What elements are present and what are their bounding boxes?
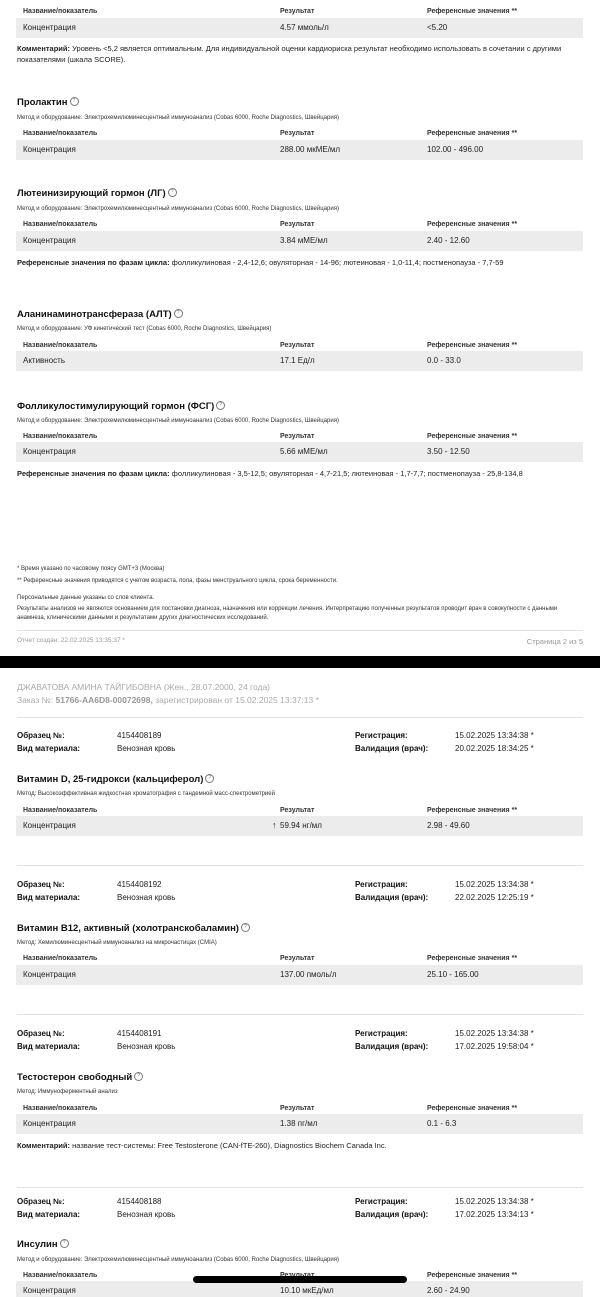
row-ref: 0.1 - 6.3 <box>427 1119 457 1128</box>
sample-label: Образец №: <box>17 880 65 889</box>
test-title-vitamin-d: Витамин D, 25-гидрокси (кальциферол) ? <box>17 774 214 785</box>
col-header-name: Название/показатель <box>23 807 98 814</box>
registration-value: 15.02.2025 13:34:38 * <box>455 880 534 889</box>
test-title-fsh: Фолликулостимулирующий гормон (ФСГ) ? <box>17 401 225 412</box>
material-label: Вид материала: <box>17 1210 81 1219</box>
row-result: 17.1 Ед/л <box>280 356 315 365</box>
test-title-prolactin: Пролактин ? <box>17 97 79 108</box>
col-header-name: Название/показатель <box>23 955 98 962</box>
material-label: Вид материала: <box>17 1042 81 1051</box>
test-title-alt: Аланинаминотрансфераза (АЛТ) ? <box>17 309 183 320</box>
col-header-ref: Референсные значения ** <box>427 955 518 962</box>
col-header-ref: Референсные значения ** <box>427 1272 518 1279</box>
material-value: Венозная кровь <box>117 1210 176 1219</box>
row-name: Концентрация <box>23 236 76 245</box>
row-ref: 102.00 - 496.00 <box>427 145 484 154</box>
material-label: Вид материала: <box>17 893 81 902</box>
test-method: Метод: Хемилюминесцентный иммуноанализ на микрочастицах (CMIA) <box>17 940 217 946</box>
comment: Комментарий: Уровень <5,2 является оптимальным. Для индивидуальной оценки кардиориска результат необходимо использовать в сочетании с другими показателями (шкала SCORE). <box>17 44 562 64</box>
info-icon[interactable]: ? <box>241 923 250 932</box>
sample-label: Образец №: <box>17 731 65 740</box>
col-header-name: Название/показатель <box>23 221 98 228</box>
col-header-name: Название/показатель <box>23 342 98 349</box>
registration-label: Регистрация: <box>355 1029 408 1038</box>
sample-number: 4154408188 <box>117 1197 162 1206</box>
comment: Комментарий: название тест-системы: Free Testosterone (CAN-fTE-260), Diagnostics Biochem Canada Inc. <box>17 1141 387 1150</box>
col-header-ref: Референсные значения ** <box>427 433 518 440</box>
row-result: 1.38 пг/мл <box>280 1119 318 1128</box>
row-result: 288.00 мкМЕ/мл <box>280 145 341 154</box>
col-header-ref: Референсные значения ** <box>427 342 518 349</box>
row-name: Концентрация <box>23 447 76 456</box>
validation-label: Валидация (врач): <box>355 744 429 753</box>
validation-label: Валидация (врач): <box>355 1042 429 1051</box>
test-method: Метод: Высокоэффективная жидкостная хроматография с тандемной масс-спектрометрией <box>17 791 275 797</box>
col-header-name: Название/показатель <box>23 433 98 440</box>
info-icon[interactable]: ? <box>134 1072 143 1081</box>
col-header-result: Результат <box>280 433 315 440</box>
footnote-disclaimer: Результаты анализов не являются основанием для постановки диагноза, назначения или коррекции лечения. Интерпретацию полученных результатов проводит врач в совокупности с данными анамнеза, клиническими данными и результатами других диагностических исследований. <box>17 606 558 621</box>
info-icon[interactable]: ? <box>60 1239 69 1248</box>
divider <box>17 1187 583 1188</box>
row-ref: 25.10 - 165.00 <box>427 970 479 979</box>
validation-value: 22.02.2025 12:25:19 * <box>455 893 534 902</box>
row-ref: 2.60 - 24.90 <box>427 1286 470 1295</box>
order-info: Заказ №: 51766-AA6D8-00072698, зарегистрирован от 15.02.2025 13:37:13 * <box>17 695 319 705</box>
row-name: Концентрация <box>23 145 76 154</box>
test-method: Метод и оборудование: УФ кинетический тест (Cobas 6000, Roche Diagnostics, Швейцария) <box>17 326 272 332</box>
info-icon[interactable]: ? <box>216 401 225 410</box>
registration-label: Регистрация: <box>355 731 408 740</box>
row-ref: 2.98 - 49.60 <box>427 821 470 830</box>
sample-number: 4154408191 <box>117 1029 162 1038</box>
col-header-result: Результат <box>280 955 315 962</box>
test-method: Метод и оборудование: Электрохемилюминесцентный иммуноанализ (Cobas 6000, Roche Diagnostics, Швейцария) <box>17 1257 339 1263</box>
info-icon[interactable]: ? <box>70 97 79 106</box>
row-name: Активность <box>23 356 66 365</box>
test-method: Метод и оборудование: Электрохемилюминесцентный иммуноанализ (Cobas 6000, Roche Diagnostics, Швейцария) <box>17 115 339 121</box>
col-header-result: Результат <box>280 8 315 15</box>
col-header-result: Результат <box>280 130 315 137</box>
row-result: 10.10 мкЕд/мл <box>280 1286 334 1295</box>
col-header-name: Название/показатель <box>23 8 98 15</box>
col-header-ref: Референсные значения ** <box>427 807 518 814</box>
info-icon[interactable]: ? <box>168 188 177 197</box>
footnote-timezone: * Время указано по часовому поясу GMT+3 (Москва) <box>17 566 165 572</box>
test-title-insulin: Инсулин ? <box>17 1239 69 1250</box>
registration-label: Регистрация: <box>355 1197 408 1206</box>
page-number: Страница 2 из 5 <box>526 637 583 646</box>
validation-value: 17.02.2025 19:58:04 * <box>455 1042 534 1051</box>
test-method: Метод: Иммуноферментный анализ <box>17 1089 118 1095</box>
row-name: Концентрация <box>23 1286 76 1295</box>
col-header-result: Результат <box>280 342 315 349</box>
material-value: Венозная кровь <box>117 744 176 753</box>
divider <box>17 630 583 631</box>
registration-value: 15.02.2025 13:34:38 * <box>455 731 534 740</box>
row-ref: 3.50 - 12.50 <box>427 447 470 456</box>
report-created: Отчет создан: 22.02.2025 13:35:37 * <box>17 637 125 644</box>
registration-value: 15.02.2025 13:34:38 * <box>455 1197 534 1206</box>
info-icon[interactable]: ? <box>174 309 183 318</box>
material-value: Венозная кровь <box>117 893 176 902</box>
test-title-testosterone: Тестостерон свободный ? <box>17 1072 143 1083</box>
high-flag-arrow: ↑ <box>272 820 277 830</box>
test-method: Метод и оборудование: Электрохемилюминесцентный иммуноанализ (Cobas 6000, Roche Diagnostics, Швейцария) <box>17 418 339 424</box>
col-header-result: Результат <box>280 1105 315 1112</box>
row-name: Концентрация <box>23 1119 76 1128</box>
row-name: Концентрация <box>23 821 76 830</box>
footnote-reference: ** Референсные значения приводятся с учетом возраста, пола, фазы менструального цикла, срока беременности. <box>17 578 338 584</box>
row-result: 5.66 мМЕ/мл <box>280 447 328 456</box>
sample-label: Образец №: <box>17 1197 65 1206</box>
col-header-ref: Референсные значения ** <box>427 221 518 228</box>
footnote-personal-data: Персональные данные указаны со слов клиента. <box>17 595 155 601</box>
registration-label: Регистрация: <box>355 880 408 889</box>
material-value: Венозная кровь <box>117 1042 176 1051</box>
home-indicator[interactable] <box>193 1276 407 1283</box>
validation-value: 20.02.2025 18:34:25 * <box>455 744 534 753</box>
divider <box>17 1014 583 1015</box>
divider <box>17 717 583 718</box>
test-method: Метод и оборудование: Электрохемилюминесцентный иммуноанализ (Cobas 6000, Roche Diagnostics, Швейцария) <box>17 206 339 212</box>
test-title-vitamin-b12: Витамин B12, активный (холотранскобаламин) ? <box>17 923 250 934</box>
col-header-name: Название/показатель <box>23 1272 98 1279</box>
phase-reference-note: Референсные значения по фазам цикла: фолликулиновая - 3,5-12,5; овуляторная - 4,7-21,5; лютеиновая - 1,7-7,7; постменопауза - 25,8-134,8 <box>17 469 523 478</box>
validation-label: Валидация (врач): <box>355 1210 429 1219</box>
row-name: Концентрация <box>23 970 76 979</box>
row-ref: 2.40 - 12.60 <box>427 236 470 245</box>
col-header-ref: Референсные значения ** <box>427 1105 518 1112</box>
info-icon[interactable]: ? <box>205 774 214 783</box>
sample-number: 4154408189 <box>117 731 162 740</box>
col-header-name: Название/показатель <box>23 130 98 137</box>
patient-header: ДЖАВАТОВА АМИНА ТАЙГИБОВНА (Жен., 28.07.2000, 24 года) <box>17 682 271 692</box>
row-result: 4.57 ммоль/л <box>280 23 329 32</box>
sample-number: 4154408192 <box>117 880 162 889</box>
test-title-lh: Лютеинизирующий гормон (ЛГ) ? <box>17 188 177 199</box>
row-result: 137.00 пмоль/л <box>280 970 337 979</box>
validation-label: Валидация (врач): <box>355 893 429 902</box>
col-header-name: Название/показатель <box>23 1105 98 1112</box>
row-ref: 0.0 - 33.0 <box>427 356 461 365</box>
material-label: Вид материала: <box>17 744 81 753</box>
row-ref: <5.20 <box>427 23 448 32</box>
col-header-result: Результат <box>280 807 315 814</box>
col-header-ref: Референсные значения ** <box>427 8 518 15</box>
col-header-result: Результат <box>280 221 315 228</box>
phase-reference-note: Референсные значения по фазам цикла: фолликулиновая - 2,4-12,6; овуляторная - 14-96; лютеиновая - 1,0-11,4; постменопауза - 7,7-59 <box>17 258 504 267</box>
registration-value: 15.02.2025 13:34:38 * <box>455 1029 534 1038</box>
row-result: 3.84 мМЕ/мл <box>280 236 328 245</box>
row-result: 59.94 нг/мл <box>280 821 322 830</box>
col-header-ref: Референсные значения ** <box>427 130 518 137</box>
report-page-3 <box>0 668 600 1297</box>
sample-label: Образец №: <box>17 1029 65 1038</box>
validation-value: 17.02.2025 13:34:13 * <box>455 1210 534 1219</box>
row-name: Концентрация <box>23 23 76 32</box>
divider <box>17 865 583 866</box>
